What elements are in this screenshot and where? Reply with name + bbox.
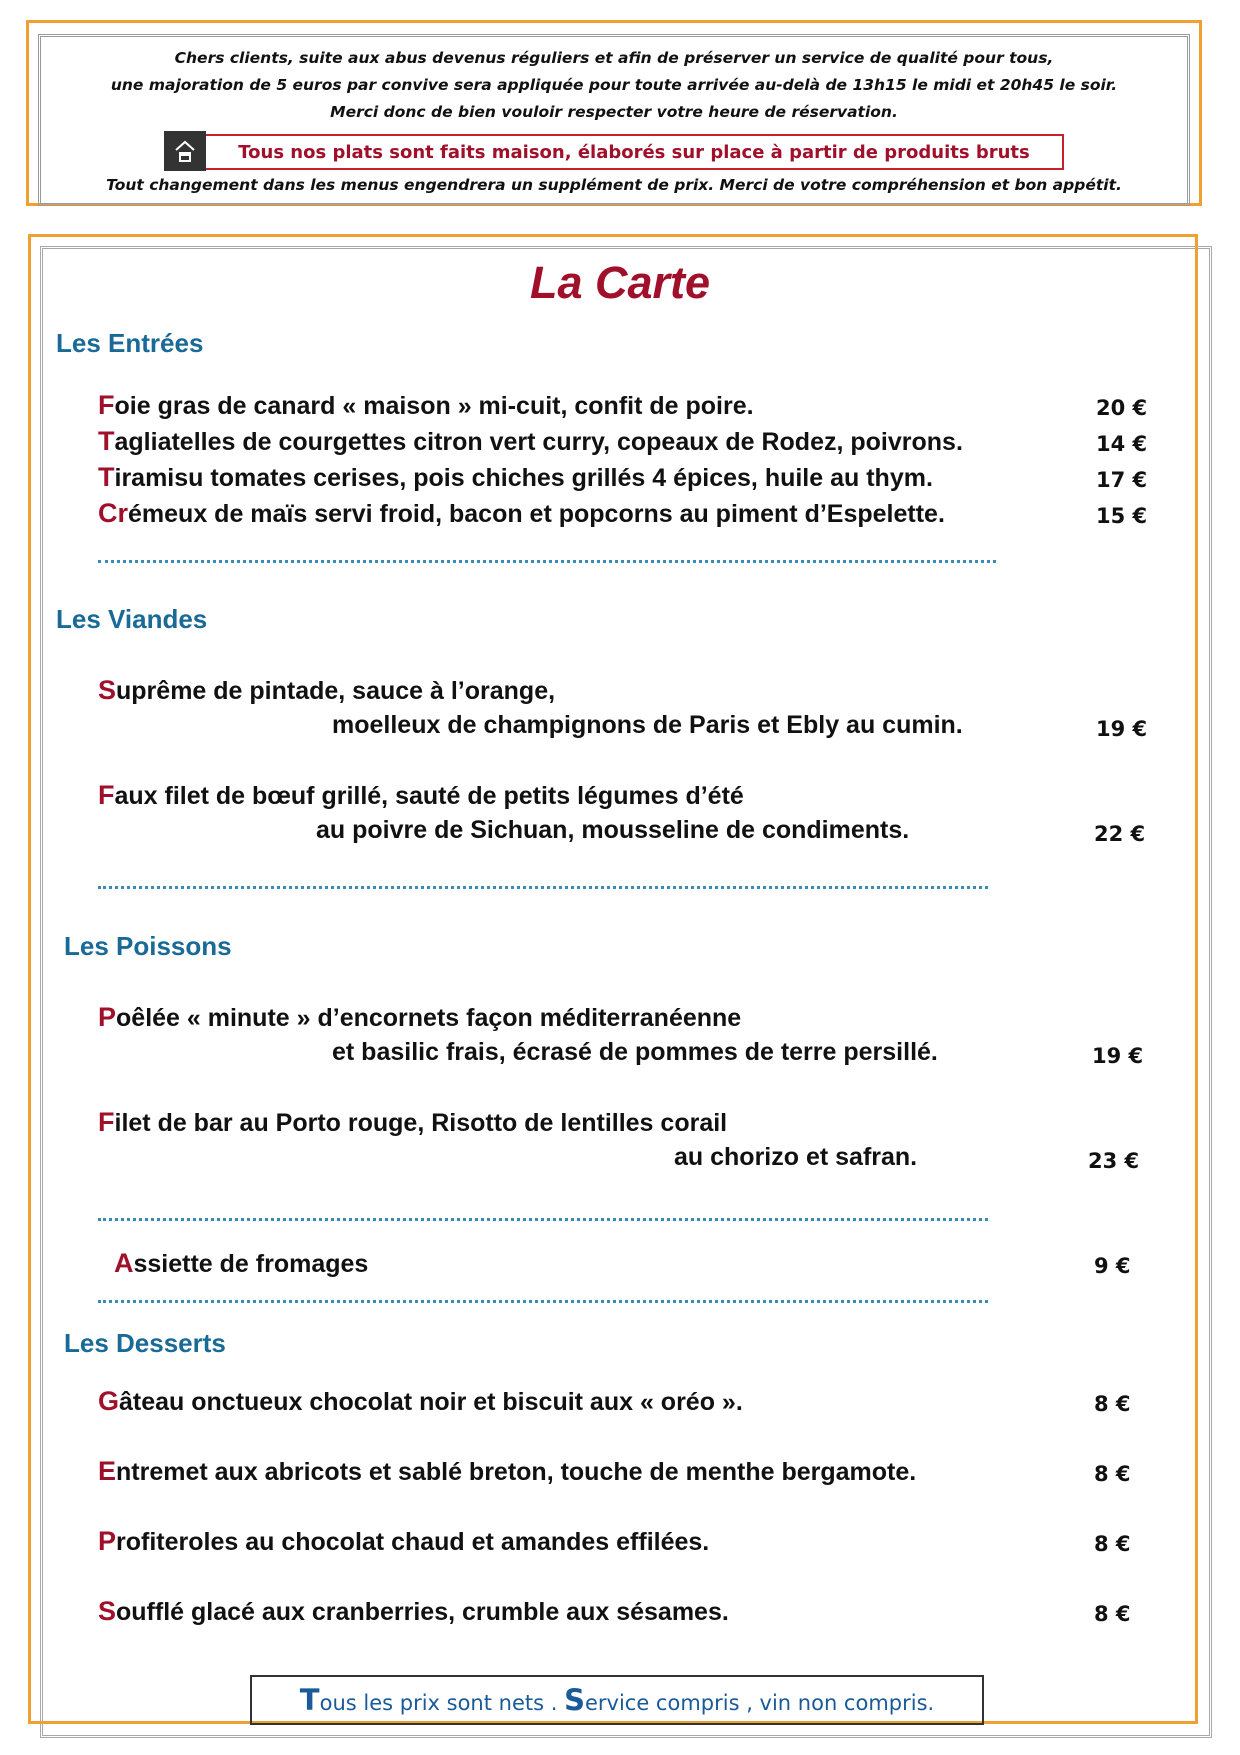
notice-line-1: Chers clients, suite aux abus devenus réguliers et afin de préserver un service de qualité pour tous, xyxy=(174,49,1054,67)
price-faux-filet: 22 € xyxy=(1094,822,1146,846)
price-foie-gras: 20 € xyxy=(1096,396,1148,420)
house-icon xyxy=(164,131,206,171)
dish-entremet: Entremet aux abricots et sablé breton, touche de menthe bergamote. xyxy=(98,1456,917,1486)
page-title: La Carte xyxy=(529,257,711,308)
dish-supreme-pintade-line2: moelleux de champignons de Paris et Ebly au cumin. xyxy=(332,711,963,739)
section-heading-entrees: Les Entrées xyxy=(56,328,204,358)
homemade-banner xyxy=(164,134,1064,170)
dish-encornets-line2: et basilic frais, écrasé de pommes de terre persillé. xyxy=(332,1038,938,1066)
dish-profiteroles: Profiteroles au chocolat chaud et amandes effilées. xyxy=(98,1526,710,1556)
price-supreme-pintade: 19 € xyxy=(1096,717,1148,741)
separator xyxy=(98,560,996,563)
price-tiramisu: 17 € xyxy=(1096,468,1148,492)
menu-frame xyxy=(28,234,1198,1724)
section-heading-poissons: Les Poissons xyxy=(64,931,232,961)
dish-foie-gras: Foie gras de canard « maison » mi-cuit, confit de poire. xyxy=(98,390,754,420)
notice-line-3: Merci donc de bien vouloir respecter votre heure de réservation. xyxy=(330,103,898,121)
dish-filet-bar: Filet de bar au Porto rouge, Risotto de lentilles corail xyxy=(98,1107,728,1137)
dish-filet-bar-line2: au chorizo et safran. xyxy=(674,1143,918,1171)
dish-fromages: Assiette de fromages xyxy=(114,1248,369,1278)
homemade-text: Tous nos plats sont faits maison, élaborés sur place à partir de produits bruts xyxy=(238,141,1030,163)
price-filet-bar: 23 € xyxy=(1088,1149,1140,1173)
dish-gateau: Gâteau onctueux chocolat noir et biscuit aux « oréo ». xyxy=(98,1386,743,1416)
notice-line-2: une majoration de 5 euros par convive sera appliquée pour toute arrivée au-delà de 13h15 le midi et 20h45 le soir. xyxy=(110,76,1118,94)
price-profiteroles: 8 € xyxy=(1094,1532,1131,1556)
notice-box xyxy=(38,34,1190,206)
price-tagliatelles: 14 € xyxy=(1096,432,1148,456)
price-entremet: 8 € xyxy=(1094,1462,1131,1486)
dish-encornets: Poêlée « minute » d’encornets façon méditerranéenne xyxy=(98,1002,742,1032)
price-gateau: 8 € xyxy=(1094,1392,1131,1416)
dish-souffle: Soufflé glacé aux cranberries, crumble aux sésames. xyxy=(98,1596,729,1626)
separator xyxy=(98,886,988,889)
dish-faux-filet: Faux filet de bœuf grillé, sauté de petits légumes d’été xyxy=(98,780,744,810)
dish-tagliatelles: Tagliatelles de courgettes citron vert curry, copeaux de Rodez, poivrons. xyxy=(98,426,963,456)
dish-faux-filet-line2: au poivre de Sichuan, mousseline de condiments. xyxy=(316,816,910,844)
separator xyxy=(98,1300,988,1303)
section-heading-desserts: Les Desserts xyxy=(64,1328,226,1358)
separator xyxy=(98,1218,988,1221)
price-encornets: 19 € xyxy=(1092,1044,1144,1068)
price-cremeux: 15 € xyxy=(1096,504,1148,528)
dish-tiramisu: Tiramisu tomates cerises, pois chiches grillés 4 épices, huile au thym. xyxy=(98,462,933,492)
dish-cremeux: Crémeux de maïs servi froid, bacon et popcorns au piment d’Espelette. xyxy=(98,498,945,528)
price-fromages: 9 € xyxy=(1094,1254,1131,1278)
notice-line-4: Tout changement dans les menus engendrera un supplément de prix. Merci de votre compréhension et bon appétit. xyxy=(106,176,1122,194)
price-note: Tous les prix sont nets . Service compris , vin non compris. xyxy=(250,1675,984,1725)
section-heading-viandes: Les Viandes xyxy=(56,604,208,634)
dish-supreme-pintade: Suprême de pintade, sauce à l’orange, xyxy=(98,675,556,705)
price-souffle: 8 € xyxy=(1094,1602,1131,1626)
